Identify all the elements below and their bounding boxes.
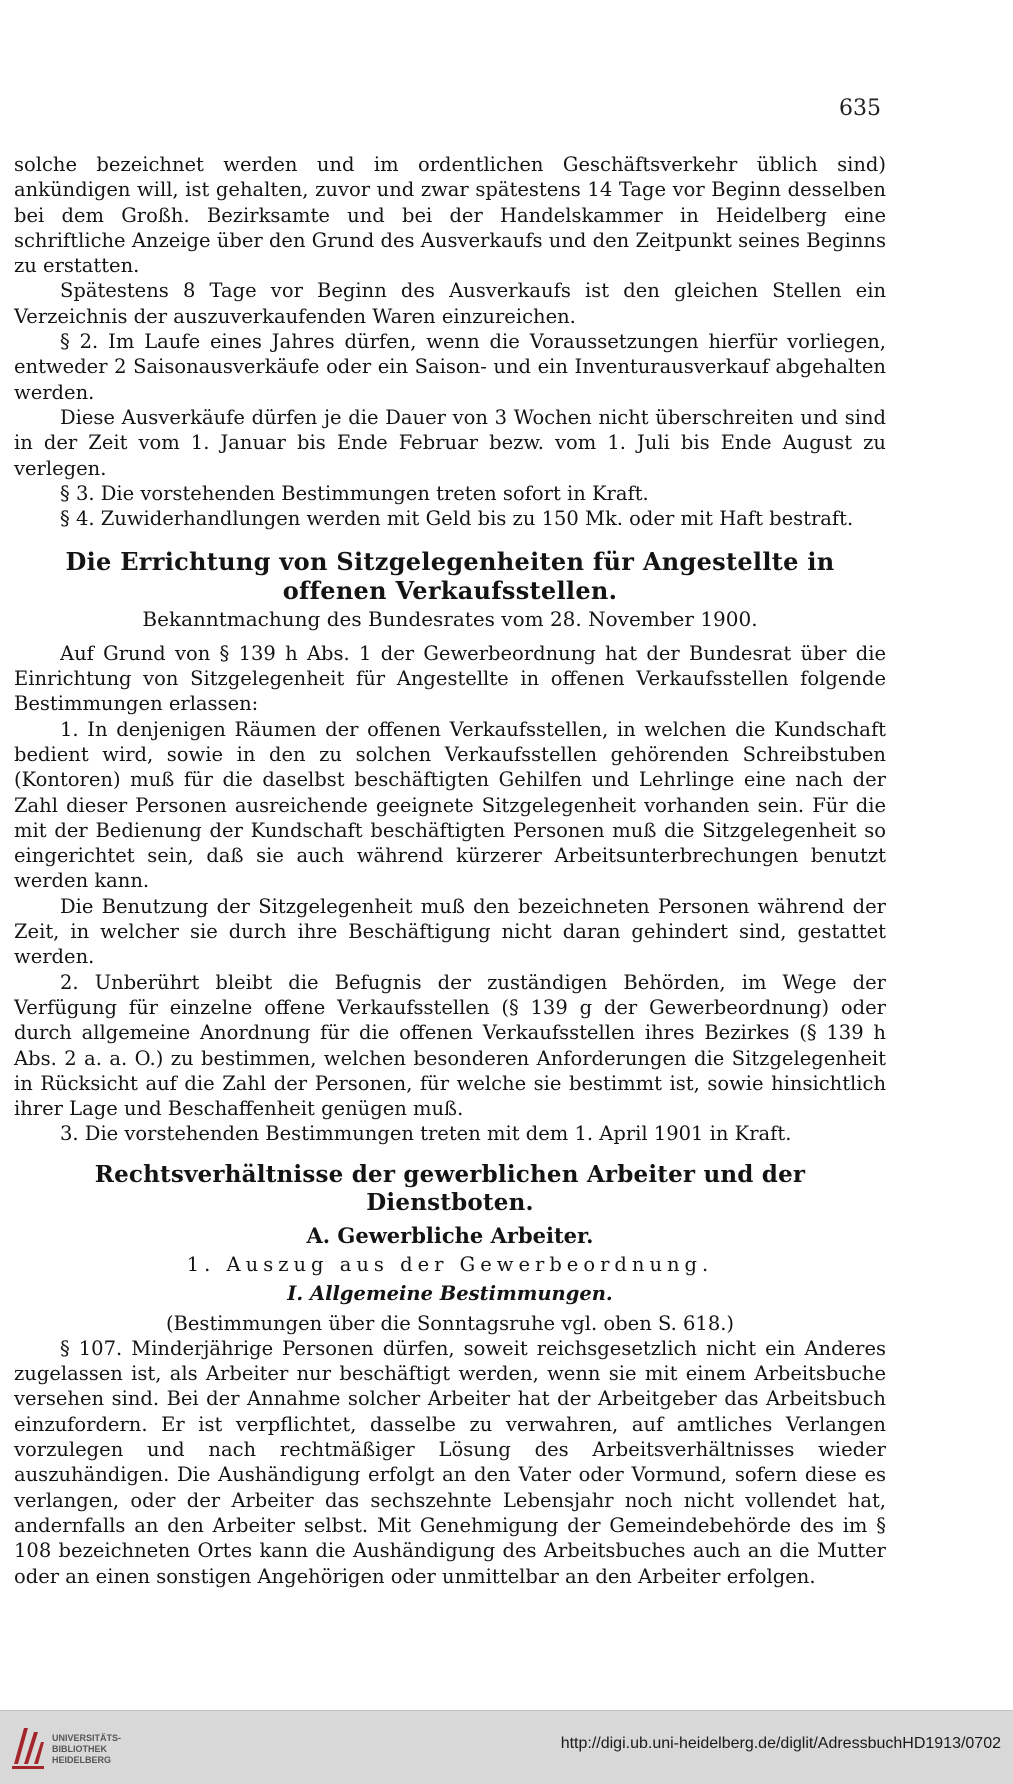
paragraph: § 4. Zuwiderhandlungen werden mit Geld bis zu 150 Mk. oder mit Haft bestraft. <box>60 507 854 531</box>
logo-line: HEIDELBERG <box>52 1755 112 1765</box>
paragraph: § 107. Minderjährige Personen dürfen, soweit reichsgesetzlich nicht ein Anderes zugelassen ist, als Arbeiter nur beschäftigt werden, wenn sie mit einem Arbeitsbuche versehen sind. Bei der Annahme solcher Arbeiter hat der Arbeitgeber das Arbeitsbuch einzufordern. Er ist verpflichtet, dasselbe zu verwahren, auf amtliches Verlangen vorzulegen und nach rechtmäßiger Lösung des Arbeitsverhältnisses wieder auszuhändigen. Die Aushändigung erfolgt an den Vater oder Vormund, sofern diese es verlangen, oder der Arbeiter das sechszehnte Lebensjahr noch nicht vollendet hat, andernfalls an den Arbeiter selbst. Mit Genehmigung der Gemeindebehörde des im § 108 bezeichneten Ortes kann die Aushändigung des Arbeitsbuches auch an die Mutter oder an einen sonstigen Angehörigen oder unmittelbar an den Arbeiter erfolgen. <box>14 1336 886 1588</box>
subsection-heading: 1. Auszug aus der Gewerbeordnung. <box>186 1252 714 1276</box>
section-heading: Die Errichtung von Sitzgelegenheiten für Angestellte in offenen Verkaufsstellen. <box>65 547 835 606</box>
paragraph: solche bezeichnet werden und im ordentlichen Geschäftsverkehr üblich sind) ankündigen will, ist gehalten, zuvor und zwar spätestens 14 Tage vor Beginn desselben bei dem Großh. Bezirksamte und bei der Handelskammer in Heidelberg eine schriftliche Anzeige über den Grund des Ausverkaufs und den Zeitpunkt seines Beginns zu erstatten. <box>14 153 886 278</box>
paragraph: Auf Grund von § 139 h Abs. 1 der Gewerbeordnung hat der Bundesrat über die Einrichtung von Sitzgelegenheit für Angestellte in offenen Verkaufsstellen folgende Bestimmungen erlassen: <box>14 641 886 716</box>
section-heading: Rechtsverhältnisse der gewerblichen Arbeiter und der Dienstboten. <box>94 1160 806 1216</box>
logo-line: UNIVERSITÄTS- <box>52 1733 122 1743</box>
paragraph: Diese Ausverkäufe dürfen je die Dauer von 3 Wochen nicht überschreiten und sind in der Zeit vom 1. Januar bis Ende Februar bezw. vom 1. Juli bis Ende August zu verlegen. <box>14 405 886 480</box>
paragraph: § 2. Im Laufe eines Jahres dürfen, wenn die Voraussetzungen hierfür vorliegen, entweder 2 Saisonausverkäufe oder ein Saison- und ein Inventurausverkauf abgehalten werden. <box>14 330 886 404</box>
paragraph: Spätestens 8 Tage vor Beginn des Ausverkaufs ist den gleichen Stellen ein Verzeichnis der auszuverkaufenden Waren einzureichen. <box>14 279 886 328</box>
source-url-link[interactable]: http://digi.ub.uni-heidelberg.de/diglit/AdressbuchHD1913/0702 <box>560 1735 1001 1752</box>
library-logo[interactable] <box>10 1724 150 1774</box>
logo-text <box>52 1733 121 1766</box>
paragraph: 2. Unberührt bleibt die Befugnis der zuständigen Behörden, im Wege der Verfügung für einzelne offene Verkaufsstellen (§ 139 g der Gewerbeordnung) oder durch allgemeine Anordnung für die offenen Verkaufsstellen ihres Bezirkes (§ 139 h Abs. 2 a. a. O.) zu bestimmen, welchen besonderen Anforderungen die Sitzgelegenheit in Rücksicht auf die Zahl der Personen, für welche sie bestimmt ist, sowie hinsichtlich ihrer Lage und Beschaffenheit genügen muß. <box>14 970 886 1121</box>
paragraph: 1. In denjenigen Räumen der offenen Verkaufsstellen, in welchen die Kundschaft bedient wird, sowie in den zu solchen Verkaufsstellen gehörenden Schreibstuben (Kontoren) muß für die daselbst beschäftigten Gehilfen und Lehrlinge eine nach der Zahl dieser Personen ausreichende geeignete Sitzgelegenheit vorhanden sein. Für die mit der Bedienung der Kundschaft beschäftigten Personen muß die Sitzgelegenheit so eingerichtet sein, daß sie auch während kürzerer Arbeitsunterbrechungen benutzt werden kann. <box>14 717 886 893</box>
footer-bar <box>0 1710 1013 1784</box>
page-content <box>14 152 886 1589</box>
subsection-heading: A. Gewerbliche Arbeiter. <box>306 1222 594 1248</box>
page-number: 635 <box>839 96 881 121</box>
subsection-heading: I. Allgemeine Bestimmungen. <box>287 1282 613 1306</box>
note: (Bestimmungen über die Sonntagsruhe vgl. oben S. 618.) <box>165 1311 735 1335</box>
paragraph: 3. Die vorstehenden Bestimmungen treten mit dem 1. April 1901 in Kraft. <box>60 1122 792 1146</box>
logo-line: BIBLIOTHEK <box>52 1744 107 1754</box>
section-subheading: Bekanntmachung des Bundesrates vom 28. November 1900. <box>142 607 758 632</box>
seal-icon <box>10 1724 46 1770</box>
paragraph: Die Benutzung der Sitzgelegenheit muß den bezeichneten Personen während der Zeit, in welcher sie durch ihre Beschäftigung nicht daran gehindert sind, gestattet werden. <box>14 894 886 969</box>
paragraph: § 3. Die vorstehenden Bestimmungen treten sofort in Kraft. <box>60 481 649 505</box>
